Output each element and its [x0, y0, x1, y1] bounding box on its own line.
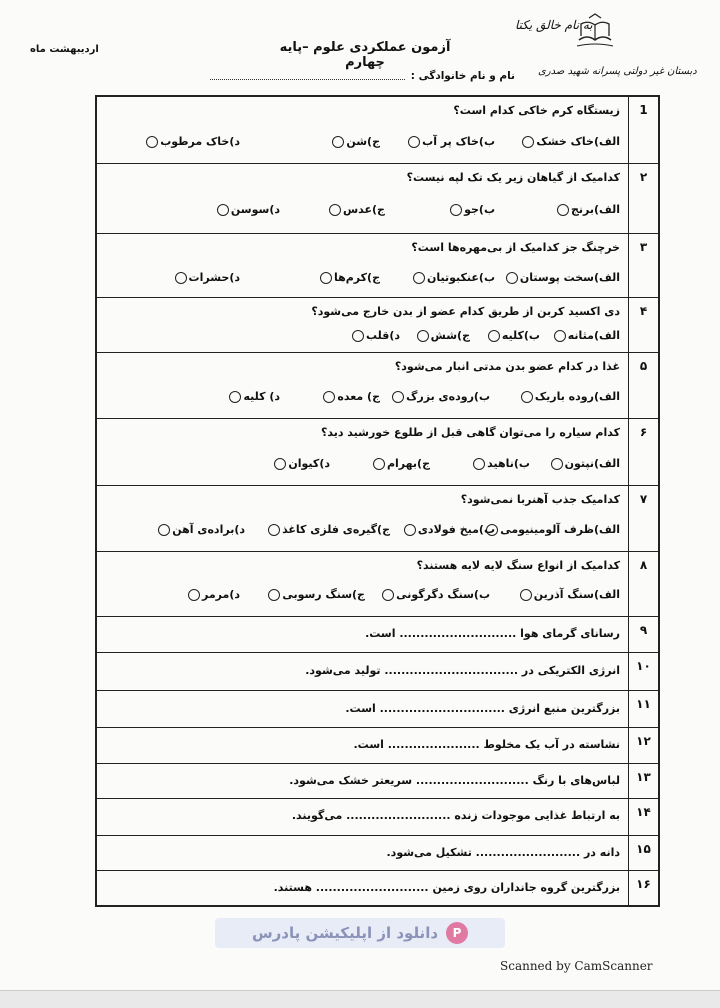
option-label: الف)نپتون: [564, 457, 620, 470]
option-circle-icon[interactable]: [229, 391, 241, 403]
fill-in-text[interactable]: نشاسته در آب یک مخلوط ...................... است.: [353, 738, 620, 751]
option-circle-icon[interactable]: [175, 272, 187, 284]
option-label: ج)شش: [430, 329, 470, 342]
question-row: [97, 552, 658, 617]
option-c[interactable]: [268, 523, 390, 536]
question-number: ۳: [628, 234, 658, 297]
padars-logo-icon: P: [446, 922, 468, 944]
page-edge: [0, 990, 720, 1008]
option-d[interactable]: [188, 588, 240, 601]
option-label: د)خاک مرطوب: [160, 135, 240, 148]
option-label: ب)روده‌ی بزرگ: [406, 390, 490, 403]
option-label: د)حشرات: [188, 271, 240, 284]
question-number: ۱۳: [628, 764, 658, 798]
fill-in-text[interactable]: بزرگترین منبع انرژی .............................. است.: [345, 702, 620, 715]
question-number: ۱۵: [628, 836, 658, 870]
option-circle-icon[interactable]: [146, 136, 158, 148]
question-number: ۸: [628, 552, 658, 616]
question-row: [97, 419, 658, 486]
option-label: الف)سخت پوستان: [519, 271, 620, 284]
fill-in-row: [97, 764, 658, 799]
option-circle-icon[interactable]: [417, 330, 429, 342]
option-label: الف)سنگ آذرین: [533, 588, 620, 601]
option-b[interactable]: [413, 271, 495, 284]
option-circle-icon[interactable]: [382, 589, 394, 601]
bename-text: به نام خالق یکتا: [515, 18, 593, 32]
option-label: ج)شن: [346, 135, 380, 148]
fill-in-row: [97, 871, 658, 907]
option-d[interactable]: [274, 457, 330, 470]
question-number: ۵: [628, 353, 658, 418]
question-table: [95, 95, 660, 907]
question-row: [97, 486, 658, 552]
option-b[interactable]: [473, 457, 530, 470]
option-circle-icon[interactable]: [404, 524, 416, 536]
option-circle-icon[interactable]: [408, 136, 420, 148]
option-a[interactable]: [557, 203, 620, 216]
option-circle-icon[interactable]: [373, 458, 385, 470]
option-circle-icon[interactable]: [158, 524, 170, 536]
question-text: کدام سیاره را می‌توان گاهی قبل از طلوع خورشید دید؟: [320, 426, 620, 439]
option-d[interactable]: [175, 271, 240, 284]
option-label: ج)گیره‌ی فلزی کاغذ: [282, 523, 390, 536]
question-number: ۲: [628, 164, 658, 233]
option-a[interactable]: [506, 271, 620, 284]
question-text: کدامیک از گیاهان زیر یک تک لپه نیست؟: [406, 171, 620, 184]
option-circle-icon[interactable]: [520, 589, 532, 601]
question-row: [97, 164, 658, 234]
question-number: ۱۱: [628, 691, 658, 727]
option-circle-icon[interactable]: [268, 589, 280, 601]
option-b[interactable]: [488, 329, 540, 342]
option-label: ب)میخ فولادی: [417, 523, 495, 536]
option-label: د)قلب: [365, 329, 400, 342]
option-b[interactable]: [450, 203, 495, 216]
option-circle-icon[interactable]: [506, 272, 518, 284]
option-b[interactable]: [404, 523, 495, 536]
option-circle-icon[interactable]: [268, 524, 280, 536]
option-circle-icon[interactable]: [488, 330, 500, 342]
question-text: دی اکسید کربن از طریق کدام عضو از بدن خارج می‌شود؟: [311, 305, 620, 318]
option-b[interactable]: [392, 390, 490, 403]
option-c[interactable]: [373, 457, 430, 470]
question-number: ۱۴: [628, 799, 658, 835]
option-a[interactable]: [551, 457, 620, 470]
option-circle-icon[interactable]: [320, 272, 332, 284]
option-c[interactable]: [329, 203, 385, 216]
fill-in-row: [97, 799, 658, 836]
question-row: [97, 298, 658, 353]
question-number: ۱۶: [628, 871, 658, 905]
option-a[interactable]: [521, 390, 620, 403]
option-d[interactable]: [158, 523, 245, 536]
fill-in-row: [97, 691, 658, 728]
option-d[interactable]: [146, 135, 240, 148]
option-label: د)براده‌ی آهن: [172, 523, 245, 536]
option-label: ب)عنکبوتیان: [426, 271, 495, 284]
option-circle-icon[interactable]: [217, 204, 229, 216]
fill-in-row: [97, 728, 658, 764]
question-text: کدامیک از انواع سنگ لایه لایه هستند؟: [416, 559, 620, 572]
option-circle-icon[interactable]: [188, 589, 200, 601]
option-circle-icon[interactable]: [450, 204, 462, 216]
option-label: ج)کرم‌ها: [333, 271, 380, 284]
scanned-by-label: Scanned by CamScanner: [500, 959, 653, 973]
option-circle-icon[interactable]: [473, 458, 485, 470]
fill-in-text[interactable]: انرژی الکتریکی در ................................ تولید می‌شود.: [305, 664, 620, 677]
exam-date: اردیبهشت ماه: [30, 44, 99, 55]
option-label: ج)بهرام: [386, 457, 430, 470]
question-number: ۱۰: [628, 653, 658, 690]
option-label: ج) معده: [337, 390, 380, 403]
question-number: ۷: [628, 486, 658, 551]
question-text: زیستگاه کرم خاکی کدام است؟: [453, 104, 620, 117]
option-label: الف)مثانه: [567, 329, 620, 342]
question-row: [97, 97, 658, 164]
question-text: خرچنگ جز کدامیک از بی‌مهره‌ها است؟: [411, 241, 620, 254]
fill-in-text[interactable]: رسانای گرمای هوا ............................ است.: [365, 627, 620, 640]
option-circle-icon[interactable]: [554, 330, 566, 342]
option-d[interactable]: [229, 390, 280, 403]
option-circle-icon[interactable]: [551, 458, 563, 470]
question-number: ۹: [628, 617, 658, 652]
option-a[interactable]: [554, 329, 620, 342]
school-name: دبستان غیر دولتی پسرانه شهید صدری: [538, 66, 697, 77]
option-label: د)سوسن: [230, 203, 280, 216]
option-label: ب)سنگ دگرگونی: [396, 588, 490, 601]
fill-in-row: [97, 836, 658, 871]
option-d[interactable]: [352, 329, 400, 342]
fill-in-row: [97, 653, 658, 691]
exam-title: آزمون عملکردی علوم –پایه چهارم: [279, 40, 451, 70]
option-a[interactable]: [522, 135, 620, 148]
option-b[interactable]: [382, 588, 490, 601]
option-circle-icon[interactable]: [521, 391, 533, 403]
option-a[interactable]: [486, 523, 620, 536]
question-number: ۱۲: [628, 728, 658, 763]
option-circle-icon[interactable]: [329, 204, 341, 216]
question-text: غذا در کدام عضو بدن مدتی انبار می‌شود؟: [394, 360, 620, 373]
option-circle-icon[interactable]: [522, 136, 534, 148]
option-a[interactable]: [520, 588, 620, 601]
option-c[interactable]: [320, 271, 380, 284]
option-c[interactable]: [332, 135, 380, 148]
fill-in-text[interactable]: بزرگترین گروه جانداران روی زمین ........................... هستند.: [273, 881, 620, 894]
option-circle-icon[interactable]: [352, 330, 364, 342]
download-banner[interactable]: [215, 918, 505, 948]
option-label: ب)ناهید: [487, 457, 530, 470]
student-name-field[interactable]: [210, 70, 405, 80]
option-label: ج)عدس: [342, 203, 385, 216]
question-row: [97, 353, 658, 419]
option-circle-icon[interactable]: [557, 204, 569, 216]
option-circle-icon[interactable]: [274, 458, 286, 470]
option-label: الف)روده باریک: [534, 390, 620, 403]
option-d[interactable]: [217, 203, 280, 216]
option-label: د)مرمر: [202, 588, 240, 601]
option-label: ب)جو: [464, 203, 495, 216]
question-number: 1: [628, 97, 658, 163]
option-label: ب)خاک پر آب: [422, 135, 495, 148]
option-c[interactable]: [268, 588, 365, 601]
option-b[interactable]: [408, 135, 495, 148]
fill-in-text[interactable]: دانه در ......................... تشکیل می‌شود.: [386, 846, 620, 859]
fill-in-text[interactable]: لباس‌های با رنگ ........................... سریعتر خشک می‌شود.: [289, 774, 620, 787]
student-name-row: [210, 70, 515, 82]
option-c[interactable]: [417, 329, 470, 342]
question-row: [97, 234, 658, 298]
option-circle-icon[interactable]: [332, 136, 344, 148]
fill-in-row: [97, 617, 658, 653]
option-label: د) کلیه: [243, 390, 280, 403]
option-label: ج)سنگ رسوبی: [282, 588, 365, 601]
download-text: دانلود از اپلیکیشن پادرس: [251, 924, 439, 942]
option-label: د)کیوان: [288, 457, 330, 470]
option-label: الف)خاک خشک: [536, 135, 620, 148]
question-number: ۴: [628, 298, 658, 352]
question-text: کدامیک جذب آهنربا نمی‌شود؟: [460, 493, 620, 506]
question-number: ۶: [628, 419, 658, 485]
option-circle-icon[interactable]: [392, 391, 404, 403]
option-circle-icon[interactable]: [323, 391, 335, 403]
student-name-label: نام و نام خانوادگی :: [410, 70, 515, 82]
option-circle-icon[interactable]: [413, 272, 425, 284]
fill-in-text[interactable]: به ارتباط غذایی موجودات زنده ......................... می‌گویند.: [291, 809, 620, 822]
option-label: ب)کلیه: [501, 329, 540, 342]
option-c[interactable]: [323, 390, 380, 403]
option-label: الف)ظرف آلومینیومی: [500, 523, 620, 536]
option-label: الف)برنج: [570, 203, 620, 216]
